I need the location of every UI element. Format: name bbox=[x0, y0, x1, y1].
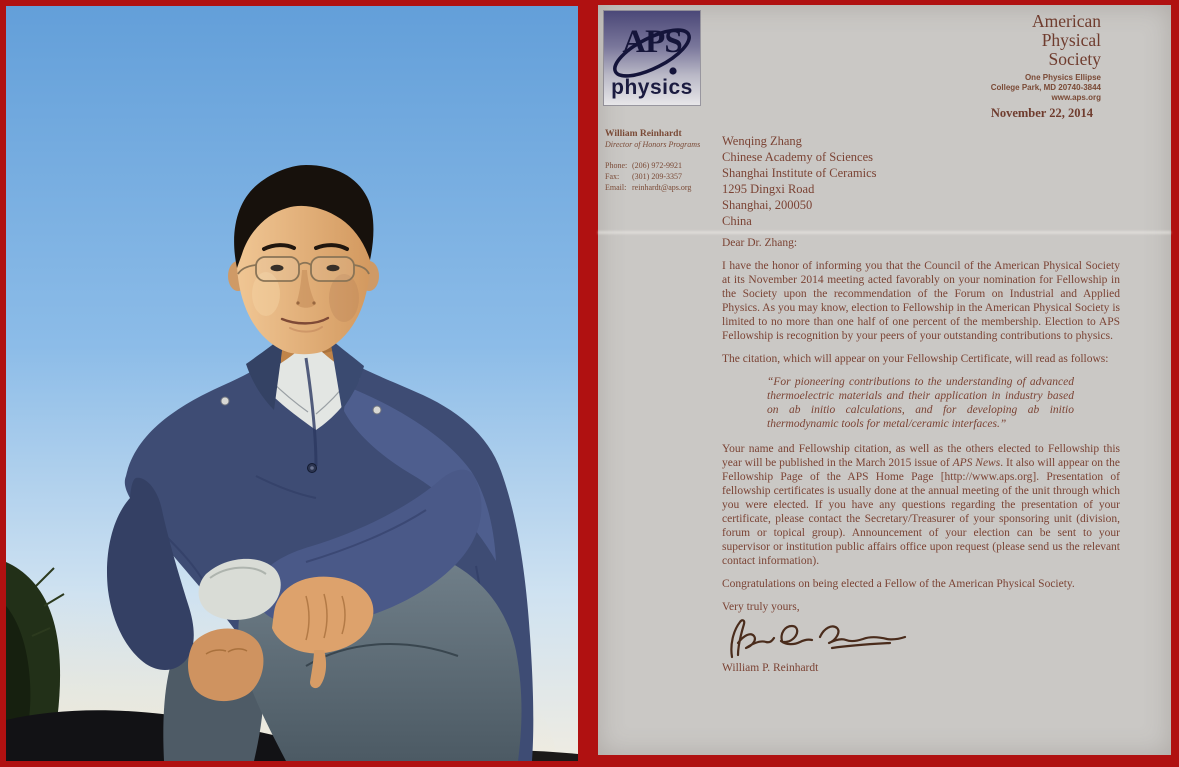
aps-logo-acronym: APS bbox=[622, 24, 682, 60]
fax-label: Fax: bbox=[605, 172, 620, 181]
phone-value: (206) 972-9921 bbox=[632, 161, 682, 170]
org-address-line: One Physics Ellipse bbox=[1024, 73, 1101, 82]
org-address-line: www.aps.org bbox=[1051, 93, 1101, 102]
aps-logo bbox=[604, 11, 700, 105]
letter-body bbox=[722, 236, 1120, 675]
sender-block bbox=[605, 129, 711, 193]
aps-letter-scan bbox=[598, 5, 1171, 755]
sender-contacts bbox=[605, 160, 711, 193]
recipient-line: Wenqing Zhang bbox=[722, 134, 802, 148]
recipient-line: Shanghai, 200050 bbox=[722, 198, 813, 212]
email-label: Email: bbox=[605, 183, 627, 192]
organization-name bbox=[1032, 12, 1101, 69]
org-name-line: American bbox=[1032, 11, 1101, 31]
recipient-line: Chinese Academy of Sciences bbox=[722, 150, 873, 164]
recipient-line: China bbox=[722, 214, 752, 228]
closing: Very truly yours, bbox=[722, 601, 800, 613]
paragraph-4: Congratulations on being elected a Fellow of the American Physical Society. bbox=[722, 578, 1075, 590]
paragraph-3 bbox=[722, 442, 1120, 568]
phone-label: Phone: bbox=[605, 161, 628, 170]
org-name-line: Society bbox=[1048, 49, 1101, 69]
portrait-illustration bbox=[6, 6, 578, 761]
fellowship-citation: “For pioneering contributions to the understanding of advanced thermoelectric materials and their application in industry based on ab initio calculations, and for developing ab initio thermodynamic tools for metal/ceramic interfaces.” bbox=[767, 376, 1074, 430]
aps-logo-wordmark: physics bbox=[611, 76, 693, 99]
signature bbox=[724, 615, 914, 661]
fax-value: (301) 209-3357 bbox=[632, 172, 682, 181]
paragraph-2: The citation, which will appear on your Fellowship Certificate, will read as follows: bbox=[722, 353, 1109, 365]
email-value: reinhardt@aps.org bbox=[632, 183, 692, 192]
paragraph-1: I have the honor of informing you that the Council of the American Physical Society at its November 2014 meeting acted favorably on your nomination for Fellowship in the Society upon the recommendation of the Forum on Industrial and Applied Physics. As you may know, election to Fellowship in the American Physical Society is limited to no more than one half of one percent of the membership. Election to APS Fellowship is recognition by your peers of your outstanding contributions to physics. bbox=[722, 260, 1120, 342]
org-name-line: Physical bbox=[1041, 30, 1101, 50]
paragraph-3-post: . It also will appear on the Fellowship Page of the APS Home Page [http://www.aps.org]. Presentation of fellowship certificates is usually done at the annual meeting of the unit through which you were elected. If you have any questions regarding the presentation of your certificate, please contact the Secretary/Treasurer of your sponsoring unit (division, forum or topical group). Announcement of your election can be sent to your supervisor or institution public affairs office upon request (please send us the relevant contact information). bbox=[722, 457, 1120, 567]
recipient-address bbox=[722, 133, 876, 229]
sender-name: William Reinhardt bbox=[605, 129, 682, 139]
recipient-line: 1295 Dingxi Road bbox=[722, 182, 815, 196]
letter-date: November 22, 2014 bbox=[990, 106, 1093, 120]
sender-title: Director of Honors Programs bbox=[605, 140, 701, 149]
organization-address bbox=[991, 73, 1101, 103]
contact-row-phone bbox=[605, 160, 711, 171]
signed-name: William P. Reinhardt bbox=[722, 662, 819, 674]
salutation: Dear Dr. Zhang: bbox=[722, 237, 798, 249]
contact-row-email bbox=[605, 182, 711, 193]
scan-crease bbox=[598, 231, 1171, 234]
recipient-line: Shanghai Institute of Ceramics bbox=[722, 166, 877, 180]
portrait-photo bbox=[6, 6, 578, 761]
org-address-line: College Park, MD 20740-3844 bbox=[990, 83, 1101, 92]
contact-row-fax bbox=[605, 171, 711, 182]
aps-news-title: APS News bbox=[952, 457, 1001, 469]
paragraph-3-pre: Your name and Fellowship citation, as well as the others elected to Fellowship this year will be published in the March 2015 issue of bbox=[722, 443, 1120, 469]
